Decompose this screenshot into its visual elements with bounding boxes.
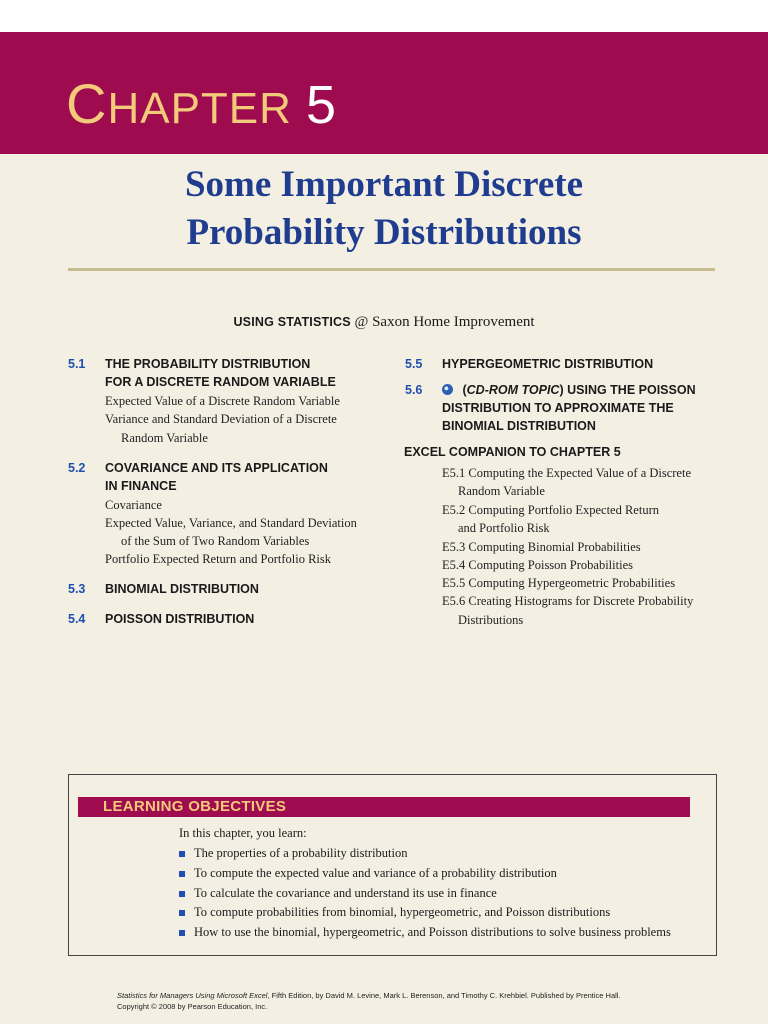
chapter-title-line2: Probability Distributions <box>186 212 582 253</box>
top-margin <box>0 0 768 32</box>
section-5-4 <box>68 610 388 628</box>
excel-item: E5.3 Computing Binomial Probabilities <box>442 540 641 554</box>
subsection: Portfolio Expected Return and Portfolio Risk <box>105 552 332 566</box>
excel-companion-heading: EXCEL COMPANION TO CHAPTER 5 <box>404 445 621 459</box>
section-heading: POISSON DISTRIBUTION <box>105 612 255 626</box>
section-5-5 <box>405 355 725 373</box>
book-credits: , Fifth Edition, by David M. Levine, Mark L. Berenson, and Timothy C. Krehbiel. Published by Prentice Hall. <box>267 991 621 1000</box>
bullet-square-icon <box>179 910 185 916</box>
cd-rom-icon <box>442 384 453 395</box>
section-heading-line: BINOMIAL DISTRIBUTION <box>442 419 596 433</box>
objective-text: The properties of a probability distribution <box>194 846 408 860</box>
excel-item: E5.6 Creating Histograms for Discrete Probability <box>442 594 694 608</box>
bullet-square-icon <box>179 930 185 936</box>
excel-item-continuation: Distributions <box>458 613 524 627</box>
bullet-square-icon <box>179 891 185 897</box>
subsection: Expected Value of a Discrete Random Variable <box>105 394 340 408</box>
chapter-number: 5 <box>305 75 337 135</box>
subsection: Variance and Standard Deviation of a Discrete <box>105 412 337 426</box>
excel-item: E5.4 Computing Poisson Probabilities <box>442 558 633 572</box>
section-heading-line: THE PROBABILITY DISTRIBUTION <box>105 357 311 371</box>
book-title: Statistics for Managers Using Microsoft Excel <box>117 991 268 1000</box>
learning-objectives-header <box>78 797 690 817</box>
section-number: 5.5 <box>405 357 423 371</box>
cd-rom-topic-label: CD-ROM TOPIC <box>466 383 560 397</box>
objective-text: To compute the expected value and variance of a probability distribution <box>194 865 557 880</box>
chapter-label-rest: HAPTER <box>107 84 292 133</box>
section-heading-text: ) USING THE POISSON <box>559 383 696 397</box>
subsection: Expected Value, Variance, and Standard Deviation <box>105 516 357 530</box>
section-5-3 <box>68 580 388 598</box>
section-number: 5.6 <box>405 383 423 397</box>
chapter-label <box>66 72 337 135</box>
objective-text: To compute probabilities from binomial, hypergeometric, and Poisson distributions <box>194 905 611 920</box>
section-heading: BINOMIAL DISTRIBUTION <box>105 582 259 596</box>
using-statistics <box>0 314 768 331</box>
objective-text: How to use the binomial, hypergeometric, and Poisson distributions to solve business problems <box>194 925 671 940</box>
section-heading-line: COVARIANCE AND ITS APPLICATION <box>105 461 328 475</box>
chapter-label-initial: C <box>66 72 108 135</box>
objectives-list <box>179 846 671 945</box>
title-divider <box>68 268 715 271</box>
objectives-intro: In this chapter, you learn: <box>179 826 307 840</box>
section-number: 5.3 <box>68 582 86 596</box>
page-footer <box>117 990 621 1012</box>
excel-item: E5.2 Computing Portfolio Expected Return <box>442 503 659 517</box>
section-heading <box>105 355 395 391</box>
subsection: of the Sum of Two Random Variables <box>121 534 310 548</box>
subsection: Random Variable <box>121 431 208 445</box>
using-statistics-topic: @ Saxon Home Improvement <box>350 314 535 330</box>
section-number: 5.4 <box>68 612 86 626</box>
objective-item <box>179 905 671 925</box>
section-heading: HYPERGEOMETRIC DISTRIBUTION <box>442 357 654 371</box>
bullet-square-icon <box>179 871 185 877</box>
excel-item: E5.1 Computing the Expected Value of a Discrete <box>442 466 692 480</box>
section-number: 5.2 <box>68 461 86 475</box>
section-heading-line: FOR A DISCRETE RANDOM VARIABLE <box>105 375 336 389</box>
objective-item <box>179 846 671 866</box>
section-heading-line: DISTRIBUTION TO APPROXIMATE THE <box>442 401 674 415</box>
excel-item-continuation: and Portfolio Risk <box>458 521 550 535</box>
copyright-notice: Copyright © 2008 by Pearson Education, Inc. <box>117 1002 268 1011</box>
section-heading <box>105 459 395 495</box>
learning-objectives-title: LEARNING OBJECTIVES <box>103 798 287 815</box>
chapter-title-line1: Some Important Discrete <box>184 164 583 205</box>
subsection: Covariance <box>105 498 162 512</box>
section-5-6 <box>405 381 725 435</box>
section-5-2 <box>68 459 388 495</box>
objective-item <box>179 866 671 886</box>
section-number: 5.1 <box>68 357 86 371</box>
section-heading-text: ( <box>459 383 467 397</box>
excel-item-continuation: Random Variable <box>458 484 545 498</box>
using-statistics-label: USING STATISTICS <box>233 315 351 329</box>
objective-item <box>179 925 671 945</box>
section-heading <box>442 381 732 435</box>
excel-item: E5.5 Computing Hypergeometric Probabilities <box>442 576 676 590</box>
section-heading-line: IN FINANCE <box>105 479 177 493</box>
section-5-1 <box>68 355 388 391</box>
objective-item <box>179 886 671 906</box>
bullet-square-icon <box>179 851 185 857</box>
objective-text: To calculate the covariance and understand its use in finance <box>194 885 497 900</box>
